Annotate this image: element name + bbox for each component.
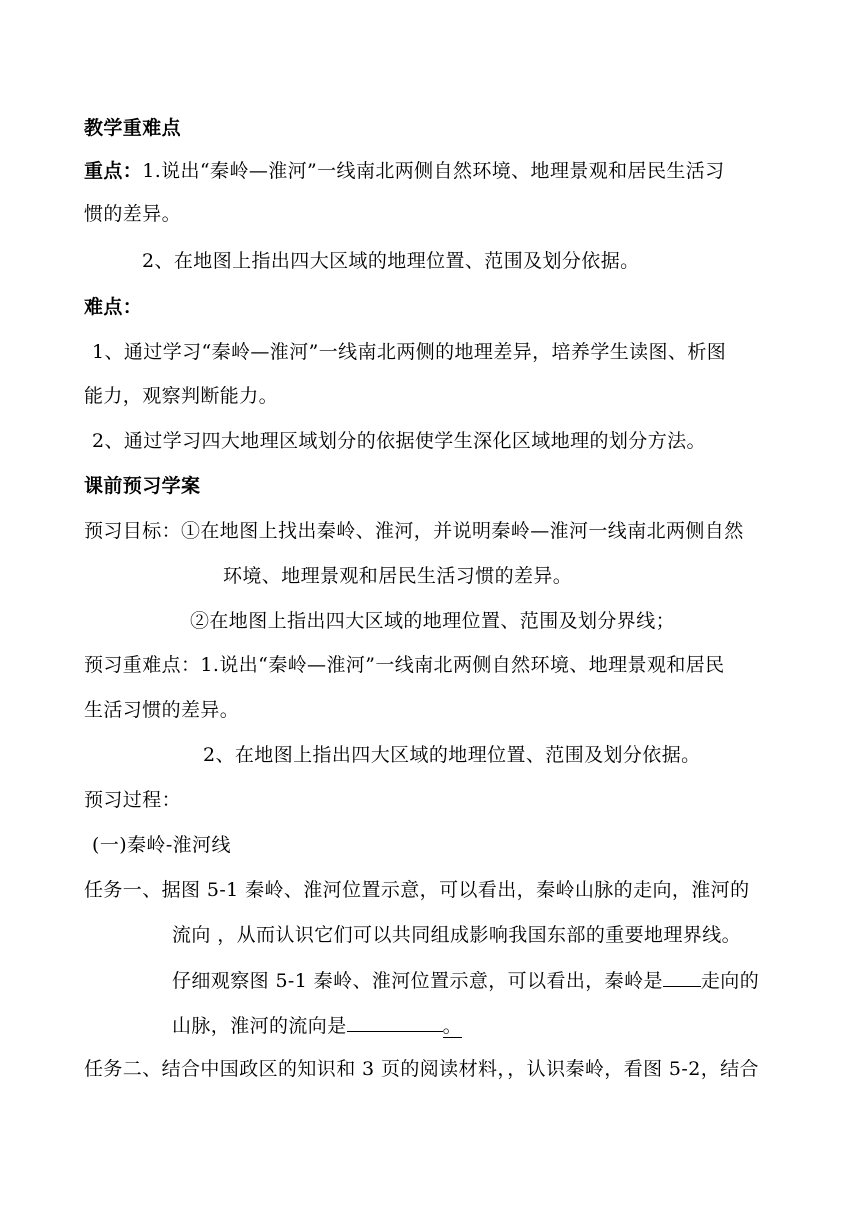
key-item-1-text: 1.说出“秦岭—淮河”一线南北两侧自然环境、地理景观和居民生活习: [142, 160, 725, 182]
task-1-line-3-text: 仔细观察图 5-1 秦岭、淮河位置示意，可以看出，秦岭是: [172, 970, 663, 992]
difficulty-item-1-line-2: 能力，观察判断能力。: [84, 385, 279, 407]
preview-process-label: 预习过程：: [84, 789, 182, 811]
key-points-item-2: 2、在地图上指出四大区域的地理位置、范围及划分依据。: [142, 250, 640, 272]
key-points-line-1: [84, 157, 725, 185]
key-points-line-2: 惯的差异。: [84, 203, 182, 225]
difficulty-label: 难点：: [84, 296, 143, 318]
blank-huaihe-flow[interactable]: [347, 1011, 443, 1032]
task-1-line-4-text: 山脉，淮河的流向是: [172, 1015, 347, 1037]
difficulty-item-1-line-1: 1、通过学习“秦岭—淮河”一线南北两侧的地理差异，培养学生读图、析图: [92, 341, 727, 363]
preview-focus-item-2: 2、在地图上指出四大区域的地理位置、范围及划分依据。: [203, 744, 701, 766]
task-1-line-2: 流向 ，从而认识它们可以共同组成影响我国东部的重要地理界线。: [172, 924, 742, 946]
blank-qinling-direction[interactable]: [663, 966, 701, 987]
task-1-line-3: [172, 966, 759, 995]
section-heading-key-points: 教学重难点: [84, 117, 182, 139]
preview-goal-line-3: ②在地图上指出四大区域的地理位置、范围及划分界线；: [190, 610, 676, 632]
key-label: 重点：: [84, 160, 143, 182]
task-1-line-4: [172, 1011, 462, 1040]
preview-focus-line-1: 预习重难点：1.说出“秦岭—淮河”一线南北两侧自然环境、地理景观和居民: [84, 654, 725, 676]
section-heading-preview: 课前预习学案: [84, 475, 201, 497]
task-1-line-3-suffix: 走向的: [700, 970, 760, 992]
preview-goal-line-1: 预习目标：①在地图上找出秦岭、淮河，并说明秦岭—淮河一线南北两侧自然: [84, 520, 744, 542]
task-2-line-1: 任务二、结合中国政区的知识和 3 页的阅读材料，，认识秦岭，看图 5-2，结合: [84, 1058, 759, 1080]
subheading-qinling-huaihe: (一)秦岭-淮河线: [92, 834, 231, 856]
task-1-line-1: 任务一、据图 5-1 秦岭、淮河位置示意，可以看出，秦岭山脉的走向，淮河的: [84, 879, 750, 901]
task-1-line-4-period: 。: [442, 1015, 463, 1037]
preview-focus-line-2: 生活习惯的差异。: [84, 699, 240, 721]
difficulty-item-2: 2、通过学习四大地理区域划分的依据使学生深化区域地理的划分方法。: [92, 430, 706, 452]
preview-goal-line-2: 环境、地理景观和居民生活习惯的差异。: [223, 565, 573, 587]
